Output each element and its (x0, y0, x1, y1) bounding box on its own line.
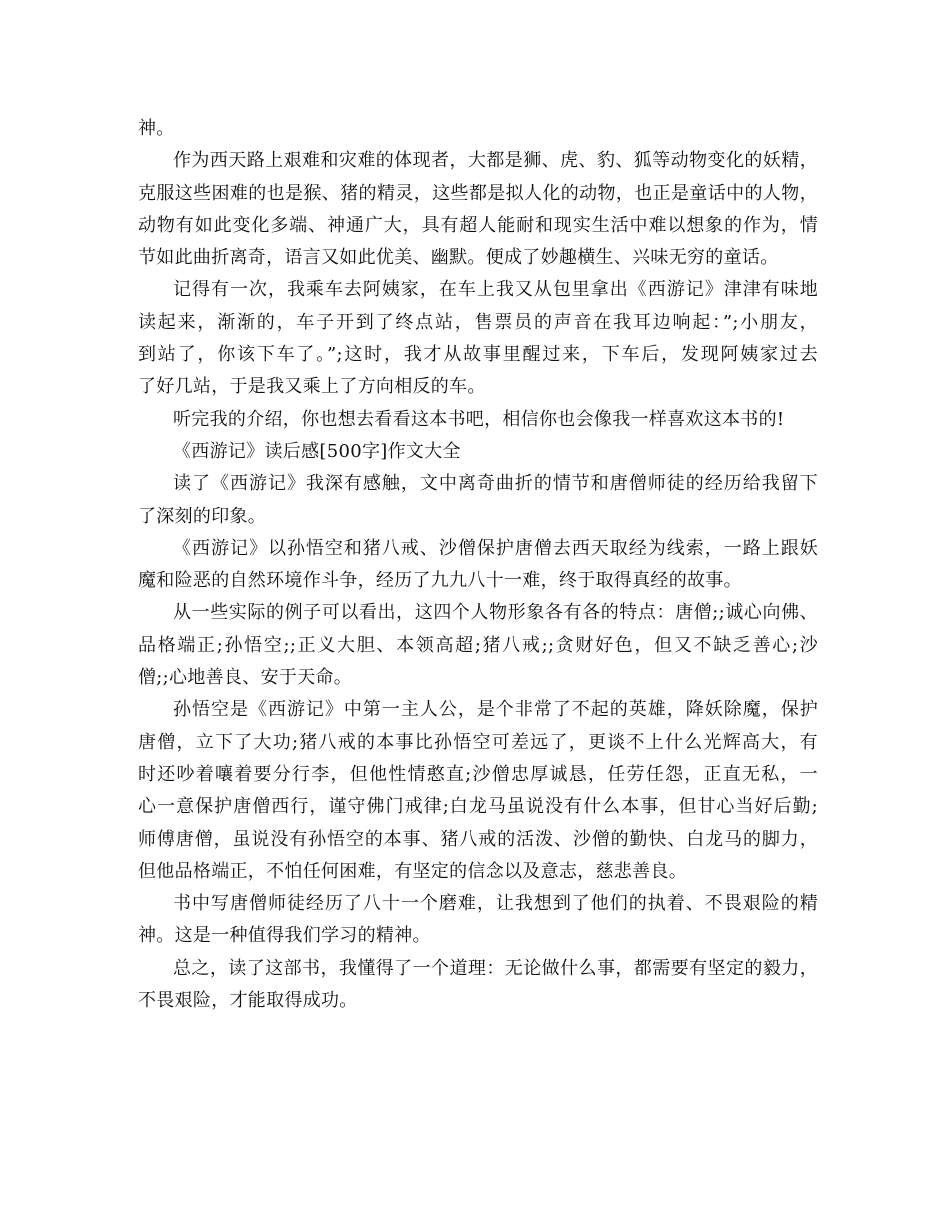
text-line: 了好几站，于是我又乘上了方向相反的车。 (138, 376, 486, 398)
text-line: 了深刻的印象。 (138, 505, 267, 527)
text-line: 听完我的介绍，你也想去看看这本书吧，相信你也会像我一样喜欢这本书的! (173, 408, 785, 430)
text-line: 《西游记》以孙悟空和猪八戒、沙僧保护唐僧去西天取经为线索，一路上跟妖 (173, 537, 818, 559)
text-line: 克服这些困难的也是猴、猪的精灵，这些都是拟人化的动物，也正是童话中的人物， (138, 182, 818, 204)
text-line: 但他品格端正，不怕任何困难，有坚定的信念以及意志，慈悲善良。 (138, 860, 687, 882)
text-line: 记得有一次，我乘车去阿姨家，在车上我又从包里拿出《西游记》津津有味地 (173, 279, 818, 301)
text-line: 作为西天路上艰难和灾难的体现者，大都是狮、虎、豹、狐等动物变化的妖精， (173, 150, 818, 172)
text-line: 神。这是一种值得我们学习的精神。 (138, 925, 431, 947)
text-line: 《西游记》读后感[500字]作文大全 (173, 440, 461, 462)
text-line: 节如此曲折离奇，语言又如此优美、幽默。便成了妙趣横生、兴味无穷的童话。 (138, 247, 779, 269)
text-line: 品格端正;孙悟空;;正义大胆、本领高超;猪八戒;;贪财好色，但又不缺乏善心;沙 (138, 634, 818, 656)
text-line: 孙悟空是《西游记》中第一主人公，是个非常了不起的英雄，降妖除魔，保护 (173, 699, 818, 721)
text-line: 动物有如此变化多端、神通广大，具有超人能耐和现实生活中难以想象的作为，情 (138, 214, 818, 236)
text-line: 不畏艰险，才能取得成功。 (138, 990, 358, 1012)
text-line: 心一意保护唐僧西行，谨守佛门戒律;白龙马虽说没有什么本事，但甘心当好后勤; (138, 796, 818, 818)
text-line: 僧;;心地善良、安于天命。 (138, 667, 353, 689)
text-line: 到站了，你该下车了。”;这时，我才从故事里醒过来，下车后，发现阿姨家过去 (138, 344, 818, 366)
text-line: 时还吵着嚷着要分行李，但他性情憨直;沙僧忠厚诚恳，任劳任怨，正直无私，一 (138, 763, 818, 785)
text-line: 师傅唐僧，虽说没有孙悟空的本事、猪八戒的活泼、沙僧的勤快、白龙马的脚力， (138, 828, 818, 850)
text-line: 读了《西游记》我深有感触，文中离奇曲折的情节和唐僧师徒的经历给我留下 (173, 473, 818, 495)
text-line: 读起来，渐渐的，车子开到了终点站，售票员的声音在我耳边响起：”;小朋友， (138, 311, 818, 333)
text-line: 从一些实际的例子可以看出，这四个人物形象各有各的特点：唐僧;;诚心向佛、 (173, 602, 818, 624)
document-body (138, 113, 818, 1017)
text-line: 总之，读了这部书，我懂得了一个道理：无论做什么事，都需要有坚定的毅力， (173, 957, 818, 979)
text-line: 神。 (138, 118, 175, 139)
text-line: 魔和险恶的自然环境作斗争，经历了九九八十一难，终于取得真经的故事。 (138, 570, 742, 592)
text-line: 书中写唐僧师徒经历了八十一个磨难，让我想到了他们的执着、不畏艰险的精 (173, 893, 818, 915)
text-line: 唐僧，立下了大功;猪八戒的本事比孙悟空可差远了，更谈不上什么光辉高大，有 (138, 731, 818, 753)
